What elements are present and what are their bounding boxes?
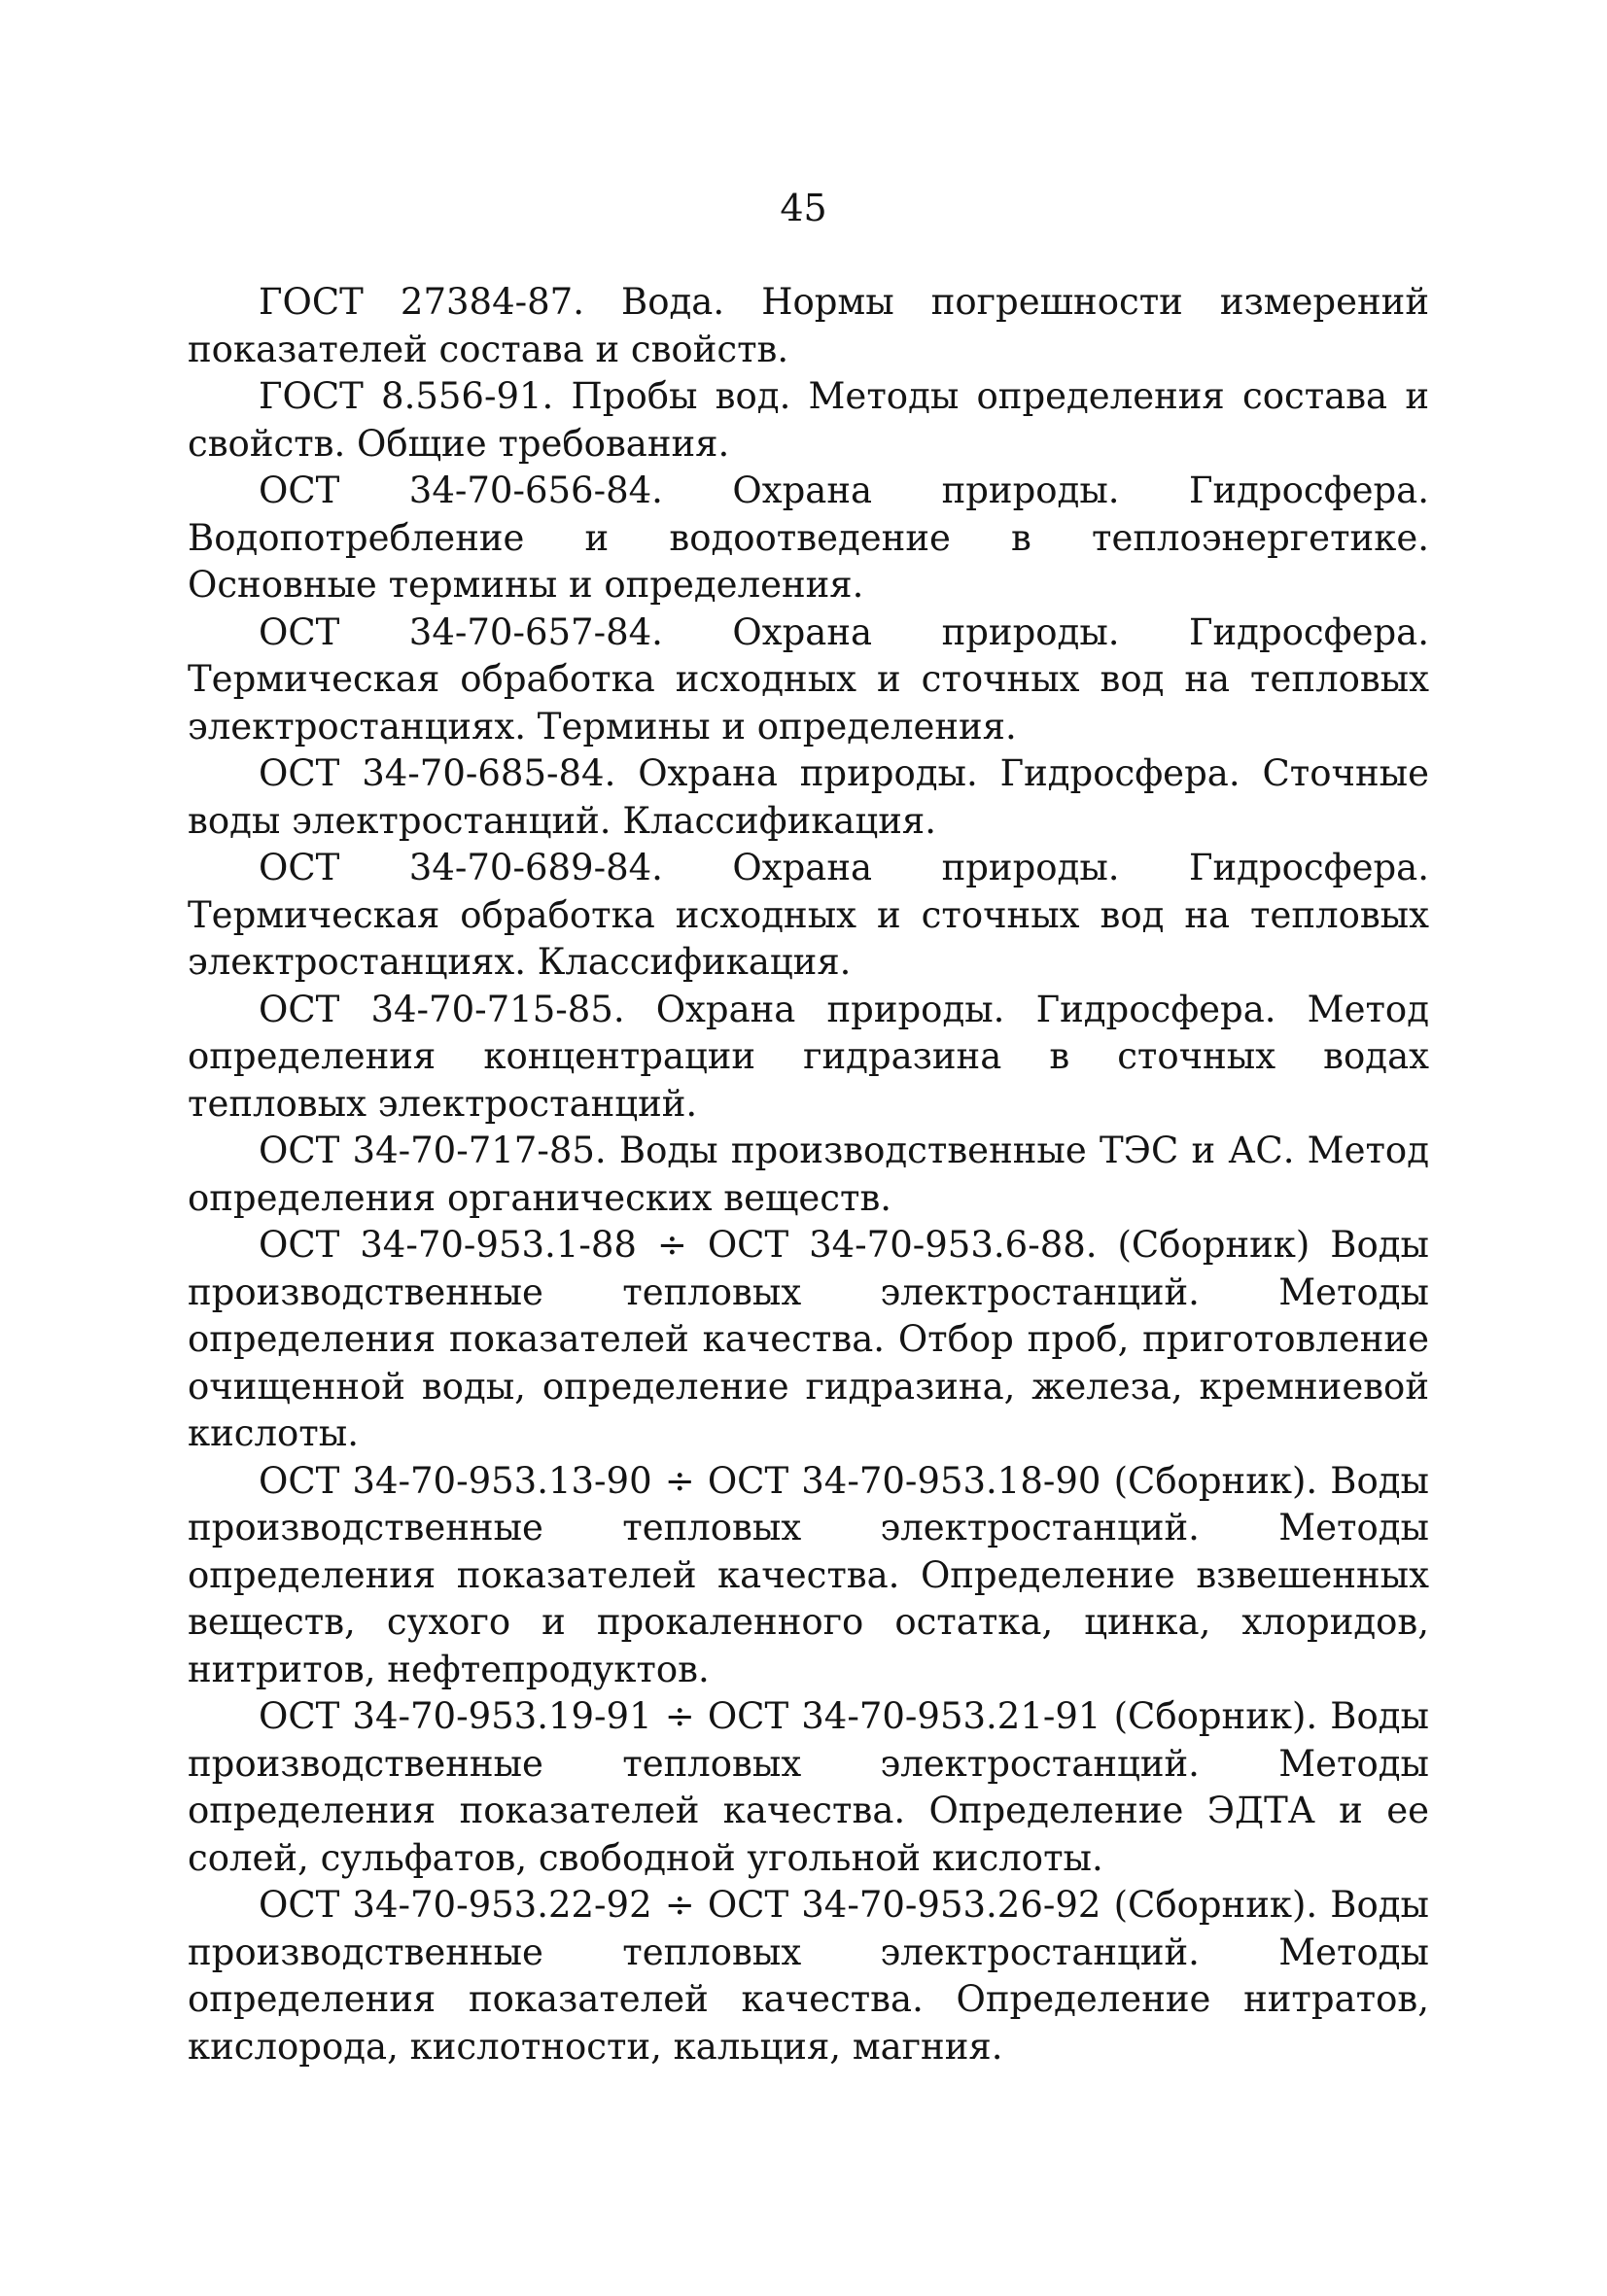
page-number: 45 [780, 187, 827, 229]
reference-entry: ОСТ 34-70-953.1-88 ÷ ОСТ 34-70-953.6-88. (Сборник) Воды производственные тепловых электростанций. Методы определения показателей качества. Отбор проб, приготовление очищенной воды, определение гидразина, железа, кремниевой кислоты. [188, 1224, 1429, 1454]
reference-entry: ОСТ 34-70-689-84. Охрана природы. Гидросфера. Термическая обработка исходных и сточных вод на тепловых электростанциях. Классификация. [188, 847, 1429, 983]
reference-entry: ОСТ 34-70-715-85. Охрана природы. Гидросфера. Метод определения концентрации гидразина в сточных водах тепловых электростанций. [188, 988, 1429, 1125]
reference-list [188, 279, 1429, 2070]
reference-entry: ОСТ 34-70-656-84. Охрана природы. Гидросфера. Водопотребление и водоотведение в теплоэнергетике. Основные термины и определения. [188, 470, 1429, 606]
reference-entry: ОСТ 34-70-685-84. Охрана природы. Гидросфера. Сточные воды электростанций. Классификация. [188, 752, 1429, 842]
reference-entry: ОСТ 34-70-657-84. Охрана природы. Гидросфера. Термическая обработка исходных и сточных вод на тепловых электростанциях. Термины и определения. [188, 610, 1429, 748]
reference-entry: ГОСТ 27384-87. Вода. Нормы погрешности измерений показателей состава и свойств. [188, 281, 1429, 370]
reference-entry: ОСТ 34-70-953.13-90 ÷ ОСТ 34-70-953.18-90 (Сборник). Воды производственные тепловых электростанций. Методы определения показателей качества. Определение взвешенных веществ, сухого и прокаленного остатка, цинка, хлоридов, нитритов, нефтепродуктов. [188, 1459, 1429, 1690]
reference-entry: ОСТ 34-70-953.22-92 ÷ ОСТ 34-70-953.26-92 (Сборник). Воды производственные тепловых электростанций. Методы определения показателей качества. Определение нитратов, кислорода, кислотности, кальция, магния. [188, 1884, 1429, 2068]
reference-entry: ГОСТ 8.556-91. Пробы вод. Методы определения состава и свойств. Общие требования. [188, 375, 1429, 465]
reference-entry: ОСТ 34-70-717-85. Воды производственные ТЭС и АС. Метод определения органических веществ. [188, 1130, 1429, 1219]
reference-entry: ОСТ 34-70-953.19-91 ÷ ОСТ 34-70-953.21-91 (Сборник). Воды производственные тепловых электростанций. Методы определения показателей качества. Определение ЭДТА и ее солей, сульфатов, свободной угольной кислоты. [188, 1695, 1429, 1879]
